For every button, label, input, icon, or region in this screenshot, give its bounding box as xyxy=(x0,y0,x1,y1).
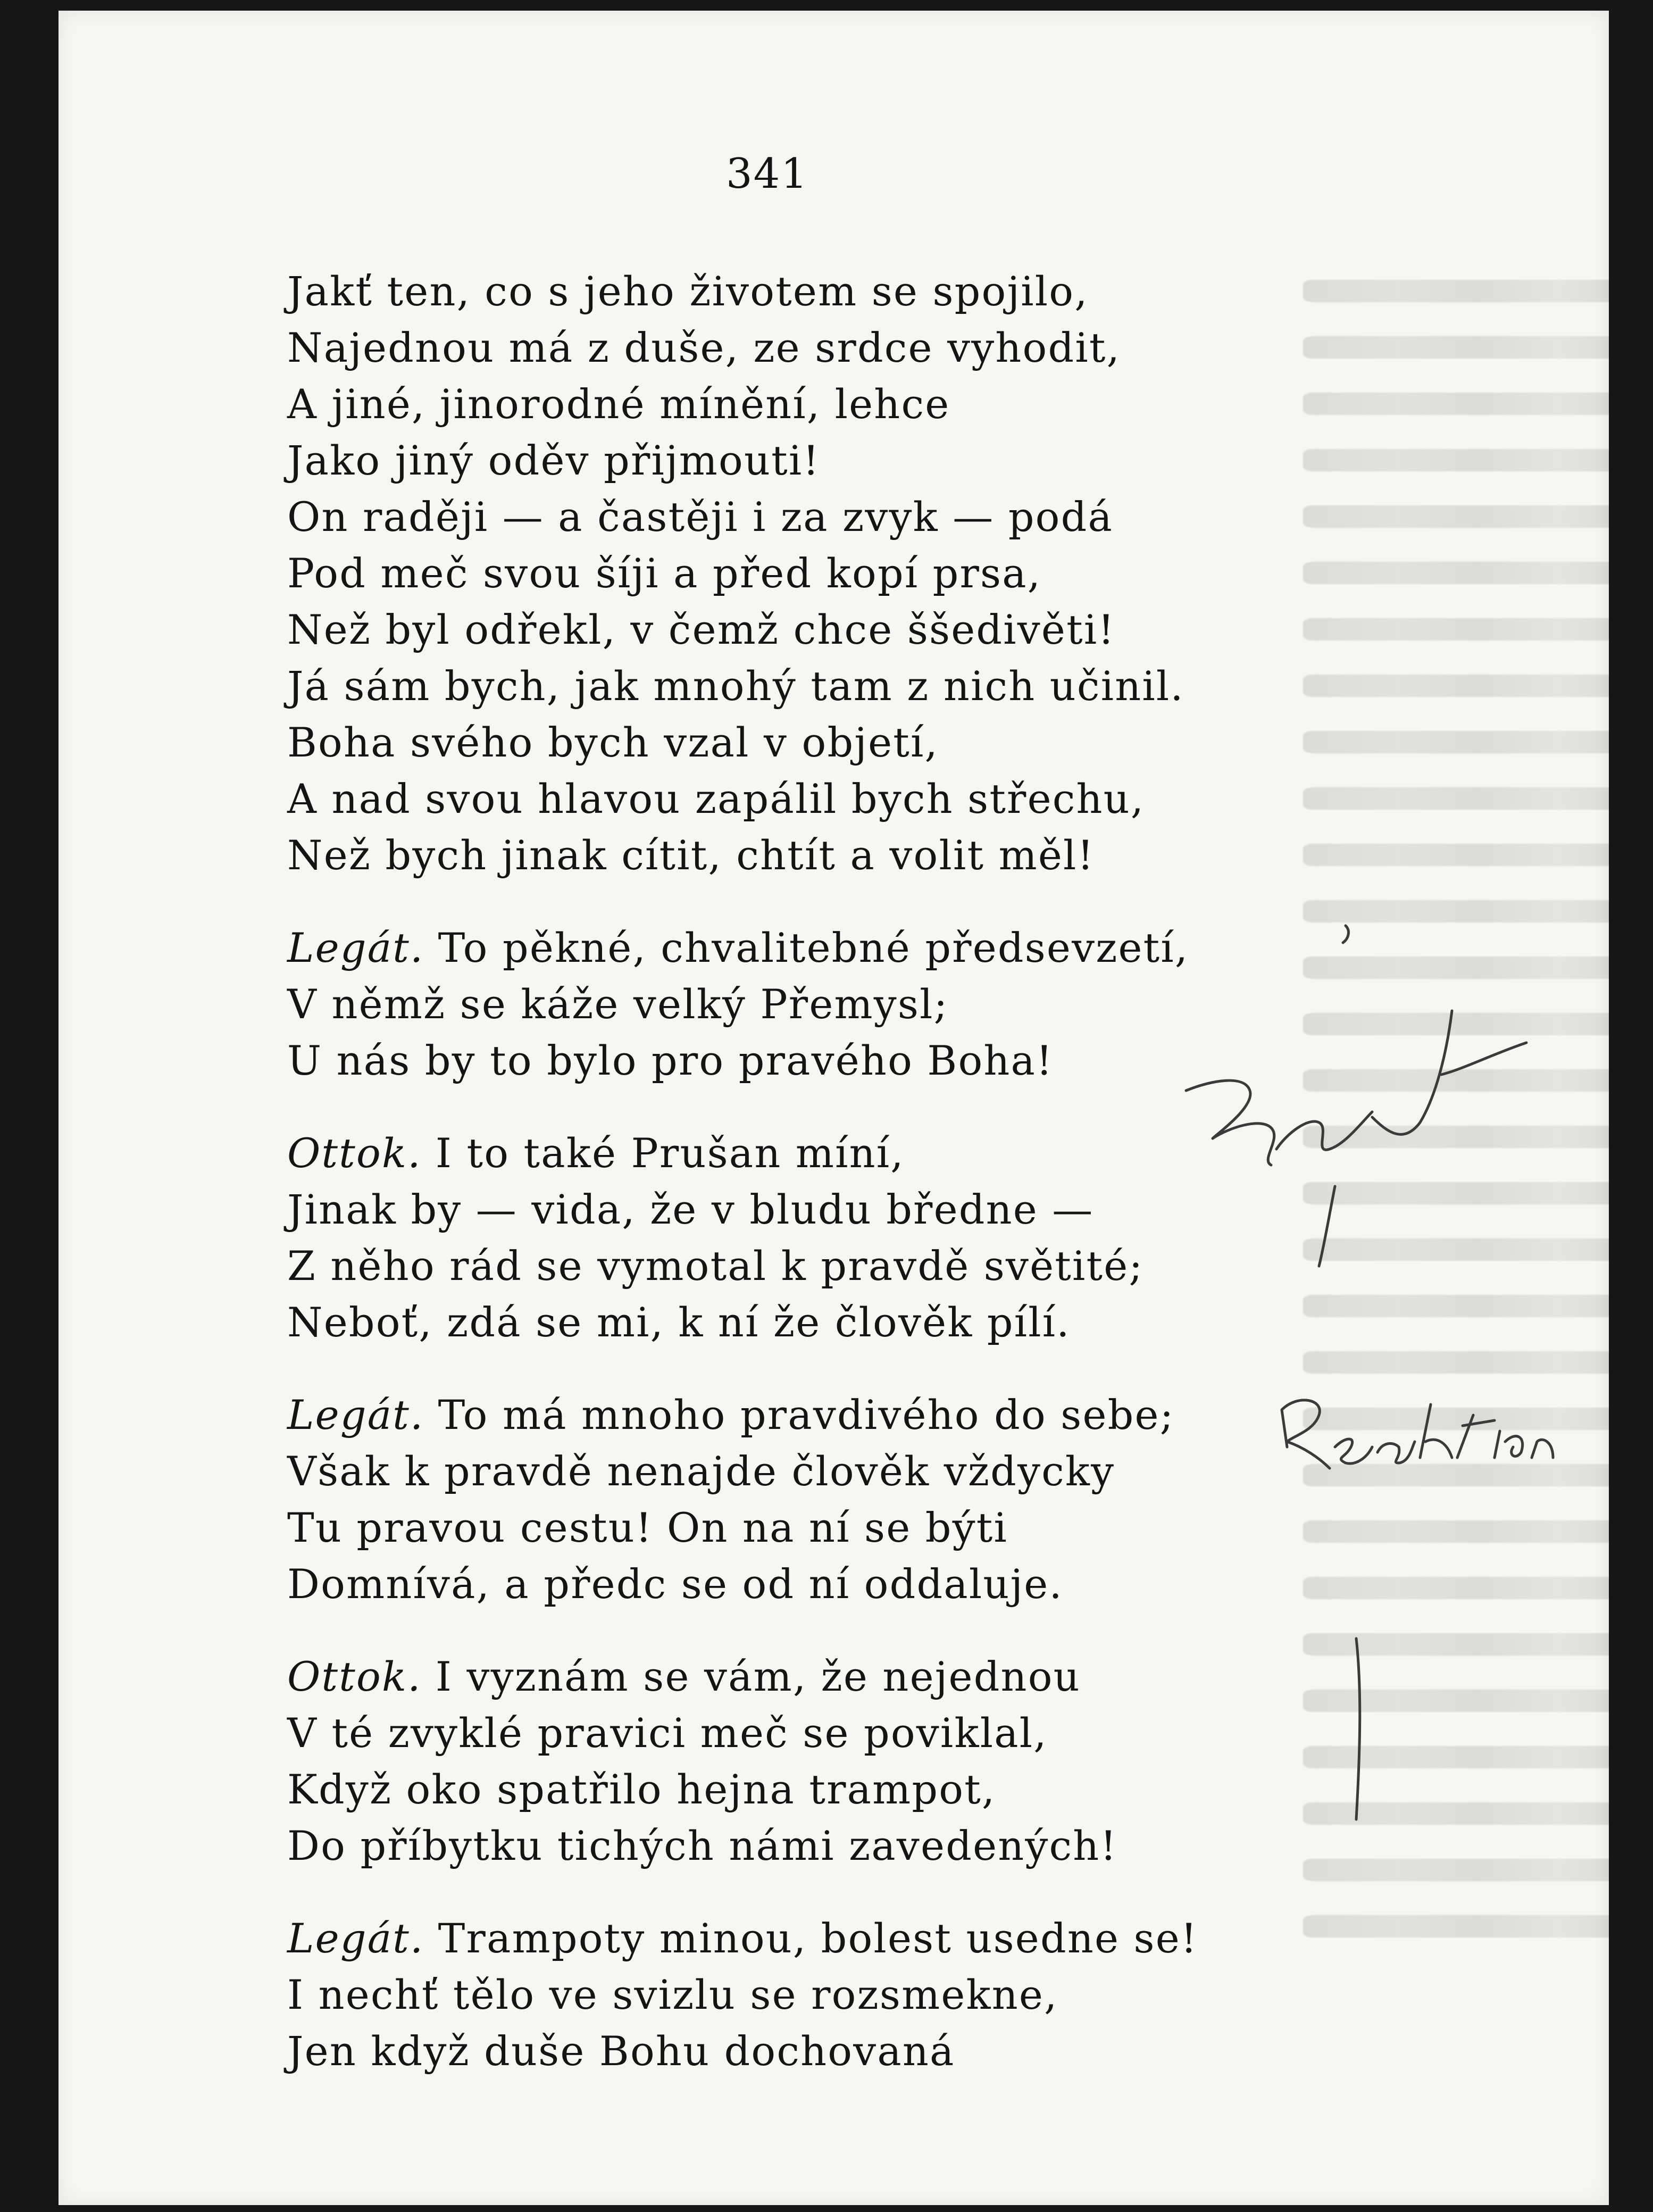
verse-line xyxy=(287,1649,1324,1705)
line-text: To má mnoho pravdivého do sebe; xyxy=(424,1391,1175,1438)
verse-line xyxy=(287,658,1324,714)
verse-line xyxy=(287,1182,1324,1238)
verse-line xyxy=(287,1761,1324,1818)
line-text: Trampoty minou, bolest usedne se! xyxy=(424,1915,1198,1962)
line-text: Do příbytku tichých námi zavedených! xyxy=(287,1822,1118,1869)
line-text: V němž se káže velký Přemysl; xyxy=(287,980,949,1028)
book-page xyxy=(59,11,1609,2205)
line-text: Z něho rád se vymotal k pravdě světité; xyxy=(287,1242,1144,1290)
verse-line xyxy=(287,771,1324,827)
verse-line xyxy=(287,976,1324,1033)
verse-block xyxy=(287,1649,1324,1874)
verse-line xyxy=(287,1033,1324,1089)
verse-line xyxy=(287,1500,1324,1556)
verse-block xyxy=(287,1125,1324,1351)
speaker-name: Legát. xyxy=(287,1391,424,1438)
speaker-name: Ottok. xyxy=(287,1129,422,1177)
line-text: I vyznám se vám, že nejednou xyxy=(421,1653,1081,1700)
verse-line xyxy=(287,1705,1324,1761)
line-text: A jiné, jinorodné mínění, lehce xyxy=(287,380,950,428)
verse-line xyxy=(287,1387,1324,1443)
verse-line xyxy=(287,1443,1324,1500)
verse-line xyxy=(287,920,1324,976)
verse-line xyxy=(287,263,1324,320)
line-text: Než byl odřekl, v čemž chce ššedivěti! xyxy=(287,606,1116,653)
line-text: To pěkné, chvalitebné předsevzetí, xyxy=(424,924,1189,971)
speaker-name: Legát. xyxy=(287,1915,424,1962)
show-through-text xyxy=(1303,266,1609,2022)
line-text: Pod meč svou šíji a před kopí prsa, xyxy=(287,550,1042,597)
verse-block xyxy=(287,920,1324,1089)
verse-line xyxy=(287,827,1324,884)
verse-line xyxy=(287,320,1324,376)
verse-line xyxy=(287,1125,1324,1182)
speaker-name: Legát. xyxy=(287,924,424,971)
line-text: Jako jiný oděv přijmouti! xyxy=(287,437,821,484)
verse-line xyxy=(287,489,1324,545)
line-text: Než bych jinak cítit, chtít a volit měl! xyxy=(287,831,1095,879)
verse-line xyxy=(287,376,1324,433)
verse-line xyxy=(287,602,1324,658)
line-text: I to také Prušan míní, xyxy=(421,1129,905,1177)
verse-line xyxy=(287,1910,1324,1967)
verse-text xyxy=(287,263,1324,2116)
verse-line xyxy=(287,1818,1324,1874)
verse-line xyxy=(287,1556,1324,1612)
line-text: V té zvyklé pravici meč se poviklal, xyxy=(287,1709,1048,1757)
verse-line xyxy=(287,714,1324,771)
speaker-name: Ottok. xyxy=(287,1653,422,1700)
verse-block xyxy=(287,1387,1324,1612)
line-text: Boha svého bych vzal v objetí, xyxy=(287,719,939,766)
verse-line xyxy=(287,1967,1324,2023)
line-text: Tu pravou cestu! On na ní se býti xyxy=(287,1504,1008,1551)
line-text: Já sám bych, jak mnohý tam z nich učinil. xyxy=(287,662,1184,710)
verse-block xyxy=(287,263,1324,884)
line-text: Když oko spatřilo hejna trampot, xyxy=(287,1766,996,1813)
verse-line xyxy=(287,2023,1324,2080)
line-text: Jen když duše Bohu dochovaná xyxy=(287,2027,955,2075)
line-text: On raději — a častěji i za zvyk — podá xyxy=(287,493,1113,540)
line-text: Najednou má z duše, ze srdce vyhodit, xyxy=(287,324,1121,371)
verse-block xyxy=(287,1910,1324,2080)
verse-line xyxy=(287,545,1324,602)
verse-line xyxy=(287,433,1324,489)
page-number: 341 xyxy=(726,150,808,198)
line-text: U nás by to bylo pro pravého Boha! xyxy=(287,1037,1054,1084)
line-text: Neboť, zdá se mi, k ní že člověk pílí. xyxy=(287,1299,1071,1346)
verse-line xyxy=(287,1238,1324,1294)
line-text: Jakť ten, co s jeho životem se spojilo, xyxy=(287,268,1089,315)
line-text: Jinak by — vida, že v bludu bředne — xyxy=(287,1186,1094,1233)
verse-line xyxy=(287,1294,1324,1351)
line-text: Domnívá, a předc se od ní oddaluje. xyxy=(287,1560,1063,1608)
line-text: Však k pravdě nenajde člověk vždycky xyxy=(287,1448,1115,1495)
line-text: A nad svou hlavou zapálil bych střechu, xyxy=(287,775,1145,822)
line-text: I nechť tělo ve svizlu se rozsmekne, xyxy=(287,1971,1058,2018)
